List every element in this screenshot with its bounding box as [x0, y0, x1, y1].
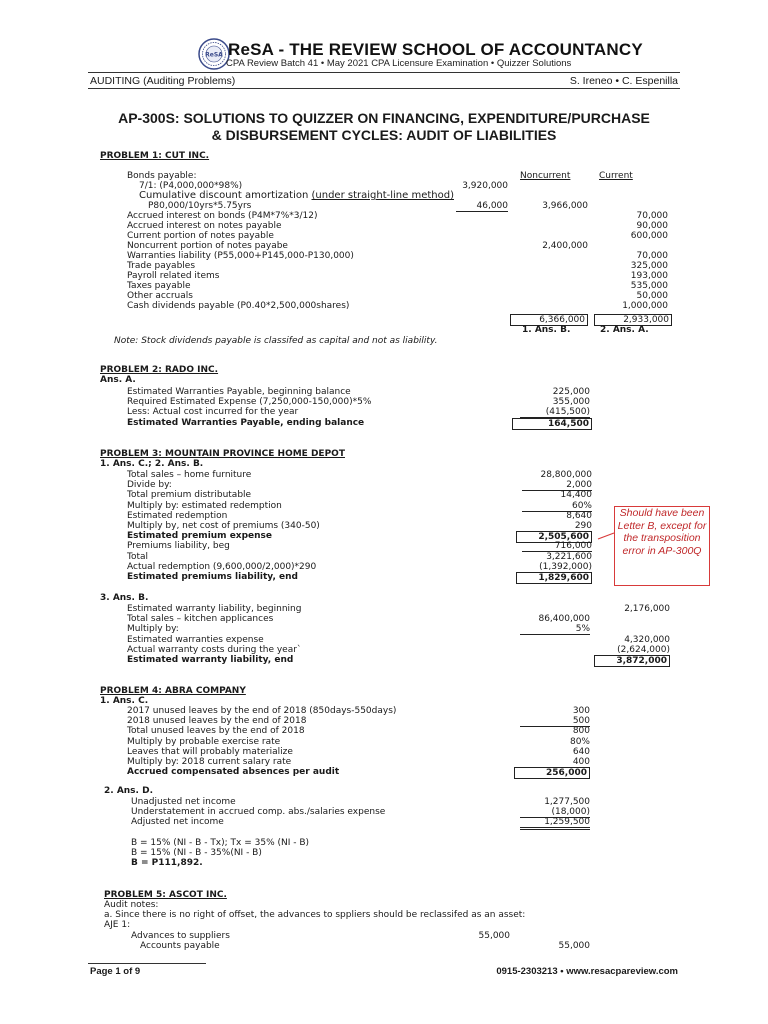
- discount-value: 46,000: [456, 201, 508, 212]
- footer-divider: [88, 963, 206, 964]
- p3-row3-label: Total sales – kitchen applicances: [127, 614, 274, 625]
- document-title: [88, 110, 680, 144]
- problem-3-heading: PROBLEM 3: MOUNTAIN PROVINCE HOME DEPOT: [100, 449, 345, 459]
- p1-row-label: Current portion of notes payable: [127, 231, 274, 241]
- p1-row-current: 600,000: [630, 231, 668, 241]
- bonds-payable-label: Bonds payable:: [127, 171, 197, 181]
- p3-row-label: Total: [127, 551, 149, 562]
- bonds-71-value: 3,920,000: [462, 181, 508, 191]
- course-name: AUDITING (Auditing Problems): [90, 75, 236, 87]
- p3-row3-label: Estimated warranty liability, beginning: [127, 604, 302, 614]
- p3-row3-mid: 86,400,000: [538, 614, 590, 625]
- note-a: a. Since there is no right of offset, the advances to sppliers should be reclassifed as an asset:: [104, 910, 526, 920]
- p1-row-current: 70,000: [636, 211, 668, 221]
- p4-row2-label: Understatement in accrued comp. abs./salaries expense: [131, 807, 386, 818]
- p3-row-value: 3,221,600: [546, 551, 592, 562]
- p3-row3-right: 3,872,000: [594, 655, 670, 667]
- p3-row3-label: Actual warranty costs during the year`: [127, 644, 302, 655]
- p1-row-current: 50,000: [636, 291, 668, 301]
- p4-row-label: Leaves that will probably materialize: [127, 746, 293, 757]
- p4-row2-label: Adjusted net income: [131, 817, 224, 828]
- problem-3-answer: 1. Ans. C.; 2. Ans. B.: [100, 459, 204, 469]
- p3-row-label: Actual redemption (9,600,000/2,000)*290: [127, 561, 317, 572]
- p4-row2-value: 1,259,500: [520, 817, 590, 830]
- p1-row-label: Accrued interest on notes payable: [127, 221, 282, 231]
- p4-row-value: 800: [572, 726, 590, 737]
- p1-row-current: 1,000,000: [622, 301, 668, 311]
- p4-row2-label: Unadjusted net income: [131, 797, 236, 807]
- p1-row-label: Noncurrent portion of notes payabe: [127, 241, 288, 251]
- p4-row-value: 300: [572, 706, 590, 716]
- p4-row-value: 640: [572, 746, 590, 757]
- p3-row-label: Estimated redemption: [127, 510, 228, 521]
- p2-row-value: (415,500): [520, 407, 590, 418]
- p3-row-value: 8,640: [566, 510, 592, 521]
- p4-row-label: Multiply by probable exercise rate: [127, 736, 281, 747]
- p3-row-value: 290: [574, 521, 592, 531]
- p3-row-value: 28,800,000: [540, 470, 592, 480]
- p3-row3-right: 2,176,000: [624, 604, 670, 614]
- p1-row-label: Warranties liability (P55,000+P145,000-P130,000): [127, 251, 354, 261]
- p3-row-label: Premiums liability, beg: [127, 541, 230, 552]
- p1-row-current: 90,000: [636, 221, 668, 231]
- equation-2: B = 15% (NI - B - 35%(NI - B): [131, 848, 262, 858]
- p3-row-value: 2,000: [522, 480, 592, 491]
- page-number: Page 1 of 9: [90, 966, 141, 977]
- equation-1: B = 15% (NI - B - Tx); Tx = 35% (NI - B): [131, 838, 310, 848]
- p1-row-label: Payroll related items: [127, 271, 220, 281]
- p3-row3-label: Estimated warranties expense: [127, 634, 264, 645]
- p1-row-label: Trade payables: [127, 261, 196, 271]
- debit-value: 55,000: [478, 931, 510, 941]
- p3-row-label: Divide by:: [127, 480, 172, 491]
- problem-3-answer-3: 3. Ans. B.: [100, 593, 149, 603]
- p1-row-noncurrent: 2,400,000: [542, 241, 588, 251]
- p4-row-label: Total unused leaves by the end of 2018: [127, 726, 305, 737]
- p3-row3-label: Multiply by:: [127, 624, 179, 635]
- p2-row-value: 355,000: [552, 397, 590, 407]
- p3-row3-mid: 5%: [520, 624, 590, 635]
- p3-row3-right: (2,624,000): [600, 645, 670, 656]
- p3-row-value: 2,505,600: [516, 531, 592, 543]
- p1-row-label: Other accruals: [127, 291, 193, 301]
- header-divider-bottom: [88, 88, 680, 89]
- logo-text: ReSA: [205, 51, 223, 59]
- p1-row-current: 325,000: [630, 261, 668, 271]
- p2-row-label: Estimated Warranties Payable, beginning balance: [127, 387, 351, 397]
- p4-row2-value: 1,277,500: [544, 797, 590, 807]
- p4-row-label: 2018 unused leaves by the end of 2018: [127, 716, 307, 727]
- problem-5-heading: PROBLEM 5: ASCOT INC.: [104, 890, 227, 900]
- problem-1-heading: PROBLEM 1: CUT INC.: [100, 151, 210, 161]
- total-current: 2,933,000: [594, 314, 672, 326]
- p4-row-value: 400: [520, 757, 590, 768]
- p2-total-label: Estimated Warranties Payable, ending balance: [127, 418, 365, 428]
- p3-row-value: 1,829,600: [516, 572, 592, 584]
- title-line-2: & DISBURSEMENT CYCLES: AUDIT OF LIABILITIES: [211, 127, 557, 143]
- credit-account: Accounts payable: [140, 941, 220, 951]
- note-stock-dividends: Note: Stock dividends payable is classifed as capital and not as liability.: [114, 336, 438, 346]
- p3-row-value: 14,400: [560, 490, 592, 501]
- p2-row-label: Less: Actual cost incurred for the year: [127, 407, 299, 417]
- p3-row-value: 60%: [522, 501, 592, 512]
- discount-calc: P80,000/10yrs*5.75yrs: [148, 201, 252, 211]
- debit-account: Advances to suppliers: [131, 931, 230, 941]
- problem-4-heading: PROBLEM 4: ABRA COMPANY: [100, 686, 246, 696]
- authors: S. Ireneo • C. Espenilla: [569, 75, 678, 87]
- col-current: Current: [599, 171, 633, 181]
- problem-2-answer: Ans. A.: [100, 375, 136, 385]
- col-noncurrent: Noncurrent: [520, 171, 571, 181]
- p4-row2-value: (18,000): [520, 807, 590, 818]
- equation-3: B = P111,892.: [131, 858, 203, 868]
- p2-row-label: Required Estimated Expense (7,250,000-150,000)*5%: [127, 397, 372, 407]
- problem-4-answer-2: 2. Ans. D.: [104, 786, 153, 796]
- p1-row-label: Accrued interest on bonds (P4M*7%*3/12): [127, 211, 318, 221]
- p4-row-value: 80%: [569, 736, 590, 747]
- answer-current: 2. Ans. A.: [600, 325, 649, 335]
- p4-row-value: 256,000: [514, 767, 590, 779]
- contact-info: 0915-2303213 • www.resacpareview.com: [496, 966, 678, 977]
- error-callout: Should have been Letter B, except for the transposition error in AP-300Q: [614, 506, 710, 586]
- batch-subtitle: CPA Review Batch 41 • May 2021 CPA Licensure Examination • Quizzer Solutions: [226, 58, 572, 69]
- p4-row-value: 500: [520, 716, 590, 727]
- p3-row3-label: Estimated warranty liability, end: [127, 655, 294, 665]
- p2-row-value: 225,000: [552, 387, 590, 397]
- problem-4-answer-1: 1. Ans. C.: [100, 696, 149, 706]
- p2-total-value: 164,500: [512, 418, 592, 430]
- credit-value: 55,000: [558, 941, 590, 951]
- p1-row-label: Cash dividends payable (P0.40*2,500,000shares): [127, 301, 350, 311]
- discount-label: Cumulative discount amortization (under straight-line method): [139, 190, 454, 201]
- p3-row-label: Multiply by, net cost of premiums (340-50): [127, 521, 320, 531]
- bonds-71-label: 7/1: (P4,000,000*98%): [139, 181, 243, 191]
- p3-row-value: 716,000: [522, 541, 592, 552]
- title-line-1: AP-300S: SOLUTIONS TO QUIZZER ON FINANCING, EXPENDITURE/PURCHASE: [118, 110, 650, 126]
- p1-row-current: 70,000: [636, 251, 668, 261]
- p3-row3-right: 4,320,000: [624, 634, 670, 645]
- p1-row-label: Taxes payable: [127, 281, 191, 291]
- callout-arrow-icon: [596, 530, 616, 544]
- header-divider: [88, 72, 680, 73]
- p4-row-label: 2017 unused leaves by the end of 2018 (850days-550days): [127, 706, 397, 716]
- p3-row-label: Total sales – home furniture: [127, 470, 252, 480]
- p3-row-value: (1,392,000): [522, 562, 592, 573]
- p3-row-label: Multiply by: estimated redemption: [127, 500, 282, 511]
- problem-2-heading: PROBLEM 2: RADO INC.: [100, 365, 219, 375]
- p1-row-current: 193,000: [630, 271, 668, 281]
- audit-notes-label: Audit notes:: [104, 900, 159, 910]
- answer-noncurrent: 1. Ans. B.: [522, 325, 571, 335]
- total-noncurrent: 6,366,000: [510, 314, 588, 326]
- p3-row-label: Estimated premiums liability, end: [127, 572, 298, 582]
- aje-1-label: AJE 1:: [104, 920, 131, 930]
- school-title: ReSA - THE REVIEW SCHOOL OF ACCOUNTANCY: [228, 40, 643, 59]
- p3-row-label: Total premium distributable: [127, 490, 252, 501]
- p4-row-label: Accrued compensated absences per audit: [127, 767, 340, 778]
- bonds-total: 3,966,000: [542, 201, 588, 211]
- p3-row-label: Estimated premium expense: [127, 531, 273, 542]
- p1-row-current: 535,000: [630, 281, 668, 291]
- p4-row-label: Multiply by: 2018 current salary rate: [127, 757, 292, 767]
